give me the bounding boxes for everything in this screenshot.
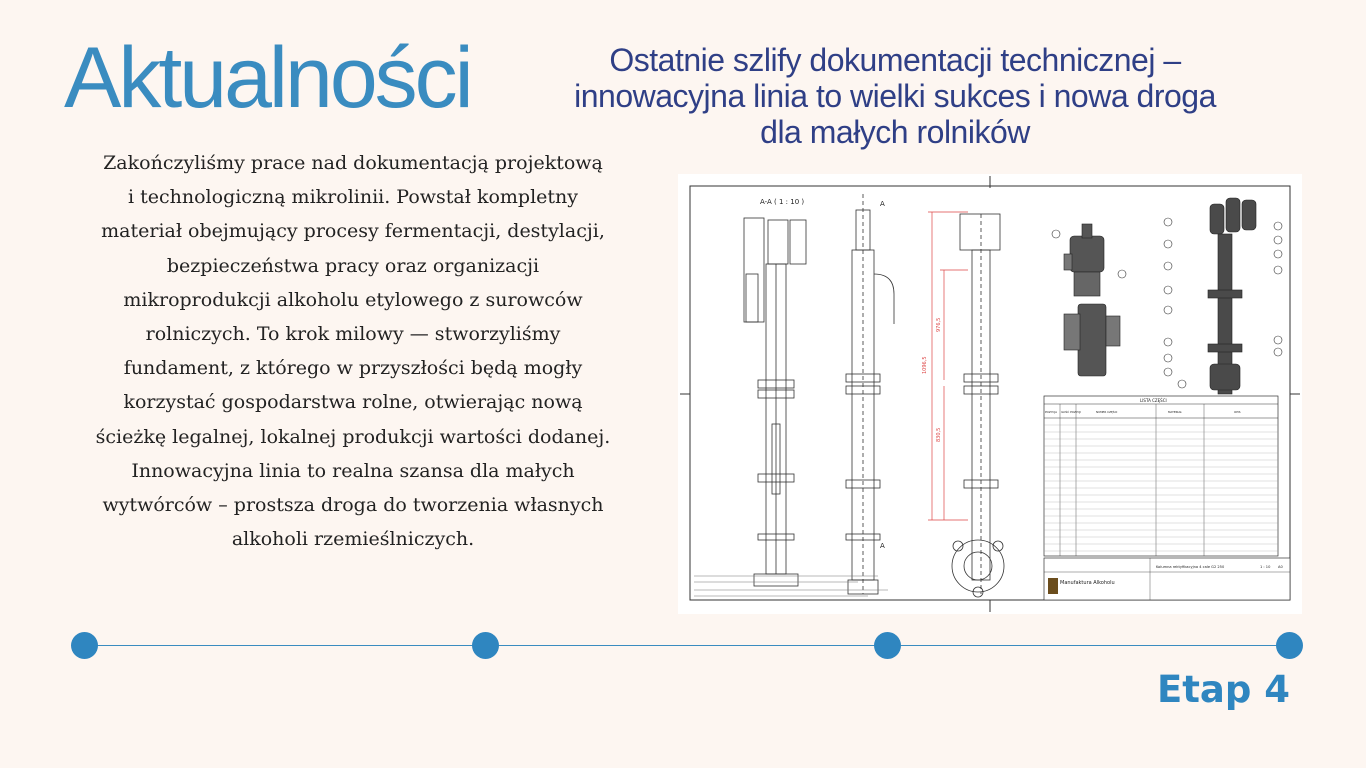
timeline-milestone xyxy=(874,632,901,659)
parts-list-column: NUMER CZĘŚCI xyxy=(1096,410,1118,414)
body-line: materiał obejmujący procesy fermentacji, destylacji, xyxy=(101,220,605,243)
progress-timeline xyxy=(70,631,1306,661)
parts-list-column: POZYCJA xyxy=(1045,410,1058,414)
timeline-milestone xyxy=(71,632,98,659)
dimension-label: 1096,5 xyxy=(922,356,928,374)
section-label: A-A ( 1 : 10 ) xyxy=(760,198,805,206)
column-view-3 xyxy=(960,214,1000,594)
article-body xyxy=(68,146,638,556)
dimension-lines xyxy=(928,212,968,520)
3d-render-column xyxy=(1208,198,1256,394)
dimension-label: 830,5 xyxy=(936,427,942,442)
parts-list-table xyxy=(1044,396,1278,556)
body-line: korzystać gospodarstwa rolne, otwierając nową xyxy=(123,391,583,414)
3d-render-bracket xyxy=(1064,304,1120,376)
timeline-line xyxy=(84,645,1292,646)
headline-line: innowacyjna linia to wielki sukces i nowa droga xyxy=(574,78,1216,114)
company-logo-icon xyxy=(1048,578,1058,594)
drawing-scale: 1 : 10 xyxy=(1260,565,1271,569)
column-view-2 xyxy=(846,194,894,594)
dimension-label: 976,5 xyxy=(936,317,942,332)
top-view xyxy=(952,540,1004,597)
stage-label: Etap 4 xyxy=(1156,668,1290,711)
body-line: fundament, z którego w przyszłości będą mogły xyxy=(123,357,583,380)
drawing-name: Kolumna rektyfikacyjna 4 cale G2 250 xyxy=(1156,565,1225,569)
parts-list-column: ILOŚĆ POZYCJI xyxy=(1061,410,1082,414)
body-line: ścieżkę legalnej, lokalnej produkcji wartości dodanej. xyxy=(95,425,611,448)
section-marker-a: A xyxy=(880,542,885,550)
technical-drawing-svg xyxy=(678,174,1302,614)
news-headline xyxy=(520,42,1270,150)
headline-line: Ostatnie szlify dokumentacji technicznej – xyxy=(609,42,1181,78)
section-marker-a: A xyxy=(880,200,885,208)
drawing-sheet: A0 xyxy=(1278,565,1283,569)
parts-list-column: MATERIAŁ xyxy=(1168,410,1182,414)
parts-list-title: LISTA CZĘŚCI xyxy=(1140,398,1167,403)
body-line: Innowacyjna linia to realna szansa dla małych xyxy=(131,459,575,482)
body-line: i technologiczną mikrolinii. Powstał kompletny xyxy=(128,186,578,209)
company-name: Manufaktura Alkoholu xyxy=(1060,580,1115,586)
timeline-milestone xyxy=(1276,632,1303,659)
technical-drawing xyxy=(678,174,1302,614)
column-view-1 xyxy=(744,218,806,586)
body-line: wytwórców – prostsza droga do tworzenia własnych xyxy=(102,494,604,517)
body-line: bezpieczeństwa pracy oraz organizacji xyxy=(166,254,540,277)
page-title: Aktualności xyxy=(64,30,471,126)
timeline-milestone xyxy=(472,632,499,659)
body-line: alkoholi rzemieślniczych. xyxy=(231,528,475,551)
body-line: mikroprodukcji alkoholu etylowego z surowców xyxy=(123,288,583,311)
parts-list-column: OPIS xyxy=(1234,410,1241,414)
body-line: rolniczych. To krok milowy — stworzyliśmy xyxy=(145,323,561,346)
headline-line: dla małych rolników xyxy=(760,114,1030,150)
body-line: Zakończyliśmy prace nad dokumentacją projektową xyxy=(103,152,603,174)
3d-render-valve xyxy=(1064,224,1104,296)
